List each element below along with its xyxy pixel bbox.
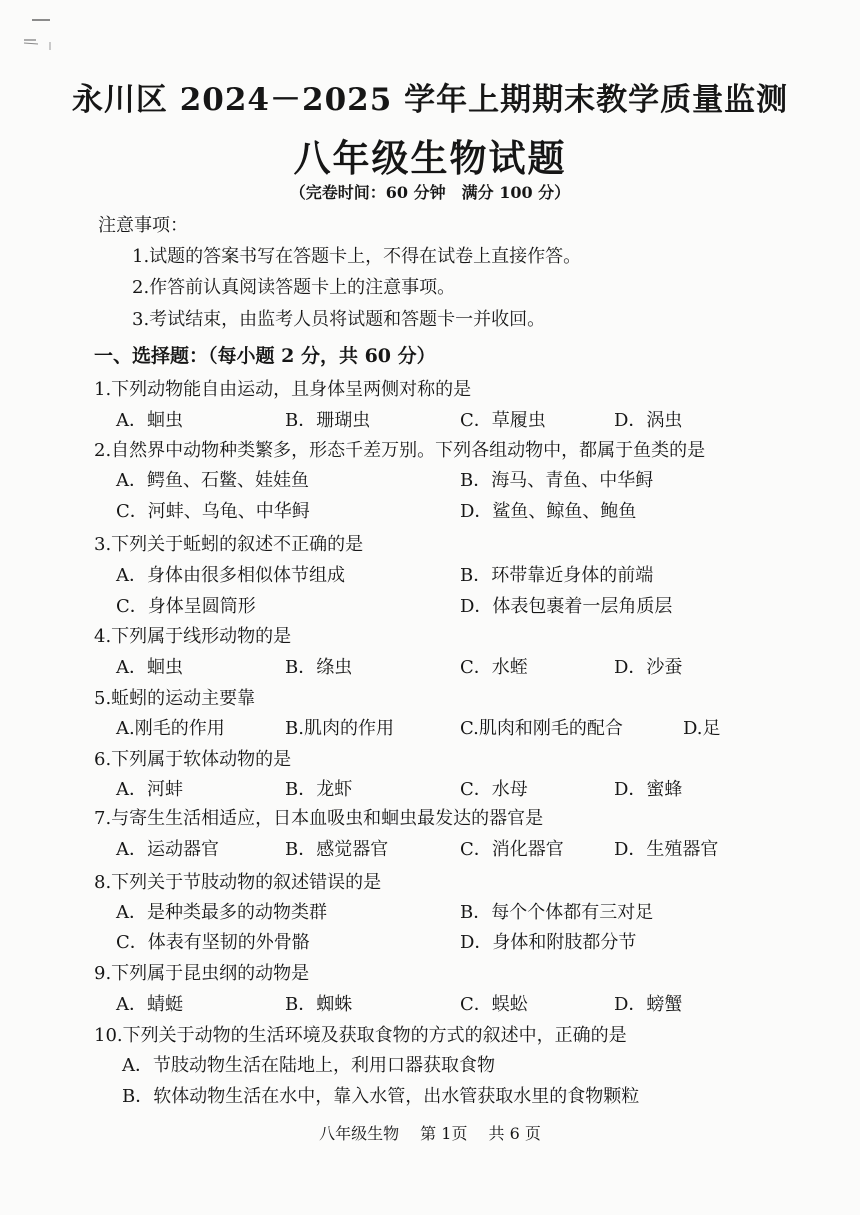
exam-title: 永川区 2024－2025 学年上期期末教学质量监测 bbox=[71, 82, 789, 118]
subject-title: 八年级生物试题 bbox=[293, 136, 567, 180]
notice-item: 1.试题的答案书写在答题卡上，不得在试卷上直接作答。 bbox=[132, 246, 582, 267]
question-option: C．体表有坚韧的外骨骼 bbox=[116, 932, 310, 953]
question-stem: 10.下列关于动物的生活环境及获取食物的方式的叙述中，正确的是 bbox=[94, 1025, 627, 1046]
question-option: D．体表包裹着一层角质层 bbox=[460, 596, 673, 617]
question-option: D．沙蚕 bbox=[614, 657, 683, 678]
question-option: C．水蛭 bbox=[460, 657, 528, 678]
question-stem: 3.下列关于蚯蚓的叙述不正确的是 bbox=[94, 534, 364, 555]
question-option: A．河蚌 bbox=[116, 779, 183, 800]
section-heading: 一、选择题：（每小题 2 分，共 60 分） bbox=[94, 345, 436, 367]
question-stem: 6.下列属于软体动物的是 bbox=[94, 749, 292, 770]
question-option: B．感觉器官 bbox=[285, 839, 389, 860]
question-option: B．蜘蛛 bbox=[285, 994, 353, 1015]
question-option: C．消化器官 bbox=[460, 839, 564, 860]
question-option: D．身体和附肢都分节 bbox=[460, 932, 637, 953]
question-option: D．生殖器官 bbox=[614, 839, 719, 860]
question-option: A．蛔虫 bbox=[116, 657, 183, 678]
notice-heading: 注意事项： bbox=[98, 215, 188, 236]
question-option: C．水母 bbox=[460, 779, 528, 800]
question-option: A．是种类最多的动物类群 bbox=[116, 902, 327, 923]
question-stem: 5.蚯蚓的运动主要靠 bbox=[94, 688, 256, 709]
notice-item: 2.作答前认真阅读答题卡上的注意事项。 bbox=[132, 277, 456, 298]
question-option: D.足 bbox=[683, 718, 721, 739]
question-option: C．蜈蚣 bbox=[460, 994, 528, 1015]
question-option: A．蛔虫 bbox=[116, 410, 183, 431]
question-option: A.刚毛的作用 bbox=[116, 718, 225, 739]
question-option: B．环带靠近身体的前端 bbox=[460, 565, 654, 586]
question-option: D．蜜蜂 bbox=[614, 779, 683, 800]
question-stem: 2.自然界中动物种类繁多，形态千差万别。下列各组动物中，都属于鱼类的是 bbox=[94, 440, 706, 461]
question-option: A．节肢动物生活在陆地上，利用口器获取食物 bbox=[122, 1055, 495, 1076]
question-option: B．软体动物生活在水中，靠入水管，出水管获取水里的食物颗粒 bbox=[122, 1086, 640, 1107]
question-option: A．蜻蜓 bbox=[116, 994, 183, 1015]
exam-time-and-score: （完卷时间：60 分钟 满分 100 分） bbox=[289, 183, 571, 202]
page-footer: 八年级生物 第 1页 共 6 页 bbox=[319, 1124, 541, 1143]
question-option: C．身体呈圆筒形 bbox=[116, 596, 256, 617]
question-stem: 7.与寄生生活相适应，日本血吸虫和蛔虫最发达的器官是 bbox=[94, 808, 544, 829]
question-stem: 4.下列属于线形动物的是 bbox=[94, 626, 292, 647]
question-stem: 1.下列动物能自由运动，且身体呈两侧对称的是 bbox=[94, 379, 472, 400]
question-stem: 9.下列属于昆虫纲的动物是 bbox=[94, 963, 310, 984]
question-stem: 8.下列关于节肢动物的叙述错误的是 bbox=[94, 872, 382, 893]
question-option: D．螃蟹 bbox=[614, 994, 683, 1015]
question-option: D．鲨鱼、鲸鱼、鲍鱼 bbox=[460, 501, 637, 522]
question-option: B．海马、青鱼、中华鲟 bbox=[460, 470, 654, 491]
question-option: B．绦虫 bbox=[285, 657, 353, 678]
question-option: A．鳄鱼、石鳖、娃娃鱼 bbox=[116, 470, 309, 491]
question-option: B．龙虾 bbox=[285, 779, 353, 800]
question-option: A．运动器官 bbox=[116, 839, 219, 860]
notice-item: 3.考试结束，由监考人员将试题和答题卡一并收回。 bbox=[132, 309, 546, 330]
question-option: C．河蚌、乌龟、中华鲟 bbox=[116, 501, 310, 522]
question-option: B．每个个体都有三对足 bbox=[460, 902, 654, 923]
question-option: D．涡虫 bbox=[614, 410, 683, 431]
question-option: A．身体由很多相似体节组成 bbox=[116, 565, 345, 586]
question-option: B．珊瑚虫 bbox=[285, 410, 371, 431]
question-option: B.肌肉的作用 bbox=[285, 718, 394, 739]
scan-mark-icon bbox=[20, 14, 60, 54]
question-option: C.肌肉和刚毛的配合 bbox=[460, 718, 623, 739]
question-option: C．草履虫 bbox=[460, 410, 546, 431]
